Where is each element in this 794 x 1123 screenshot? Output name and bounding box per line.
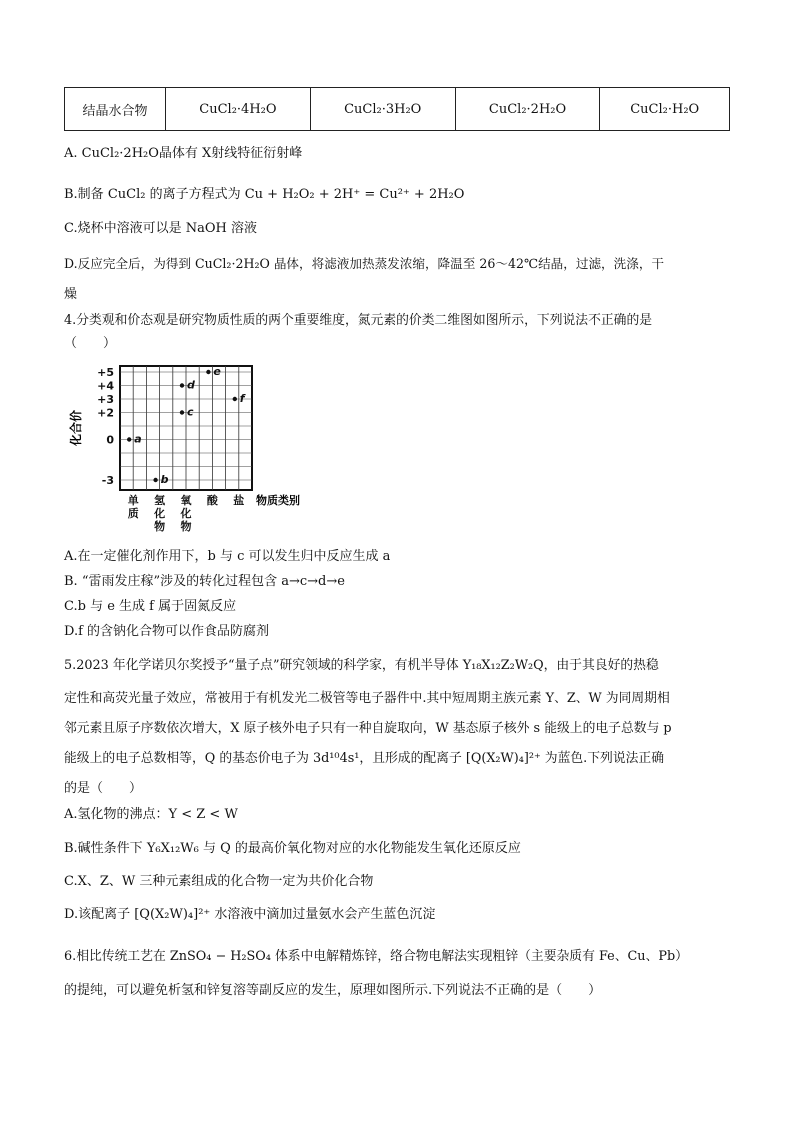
x-category-label: 质 [127, 507, 139, 520]
point-label-a: a [134, 432, 142, 446]
q4-option-d: D.f 的含钠化合物可以作食品防腐剂 [64, 624, 270, 639]
q5-stem-line1: 5.2023 年化学诺贝尔奖授予“量子点”研究领域的科学家，有机半导体 Y₁₈X₁₂Z₂W₂Q，由于其良好的热稳 [64, 658, 659, 673]
data-point-a [127, 437, 131, 441]
y-tick-label: +3 [97, 393, 114, 406]
q4-stem-blank: （ ） [64, 336, 117, 351]
q5-option-c: C.X、Z、W 三种元素组成的化合物一定为共价化合物 [64, 874, 374, 889]
y-tick-label: +5 [97, 366, 114, 379]
q3-option-d: D.反应完全后，为得到 CuCl₂·2H₂O 晶体，将滤液加热蒸发浓缩，降温至 26～42℃结晶，过滤，洗涤，干 [64, 256, 665, 271]
point-label-d: d [187, 378, 195, 392]
table-header-cell: 结晶水合物 [65, 88, 166, 131]
nitrogen-valence-chart [68, 358, 308, 542]
x-category-label: 氢 [154, 494, 166, 507]
y-tick-label: -3 [101, 474, 114, 487]
table-cell: CuCl₂·3H₂O [310, 88, 455, 131]
q5-option-d: D.该配离子 [Q(X₂W)₄]²⁺ 水溶液中滴加过量氨水会产生蓝色沉淀 [64, 907, 436, 922]
data-point-e [206, 370, 210, 374]
x-category-label: 氧 [180, 494, 192, 507]
q3-option-a: A. CuCl₂·2H₂O晶体有 X射线特征衍射峰 [64, 146, 303, 161]
table-cell: CuCl₂·H₂O [600, 88, 730, 131]
x-category-label: 盐 [233, 494, 245, 507]
x-category-label: 单 [127, 494, 139, 507]
y-tick-label: +2 [97, 406, 114, 420]
q4-stem: 4.分类观和价态观是研究物质性质的两个重要维度，氮元素的价类二维图如图所示，下列说法不正确的是 [64, 313, 653, 328]
y-tick-label: +4 [97, 379, 114, 393]
data-point-c [180, 410, 184, 414]
q5-option-b: B.碱性条件下 Y₆X₁₂W₆ 与 Q 的最高价氧化物对应的水化物能发生氧化还原反应 [64, 841, 521, 856]
q3-option-d-cont: 燥 [64, 287, 78, 302]
q6-stem-line1: 6.相比传统工艺在 ZnSO₄ − H₂SO₄ 体系中电解精炼锌，络合物电解法实现粗锌（主要杂质有 Fe、Cu、Pb） [64, 949, 688, 964]
data-point-d [180, 383, 184, 387]
x-category-label: 化 [154, 507, 166, 520]
chart-y-ticks [97, 366, 114, 487]
q5-stem-line4: 能级上的电子总数相等，Q 的基态价电子为 3d¹⁰4s¹，且形成的配离子 [Q(X₂W)₄]²⁺ 为蓝色.下列说法正确 [64, 751, 665, 766]
table-cell: CuCl₂·2H₂O [455, 88, 600, 131]
q4-option-c: C.b 与 e 生成 f 属于固氮反应 [64, 599, 237, 614]
y-tick-label: 0 [106, 433, 114, 447]
q5-stem-line3: 邻元素且原子序数依次增大，X 原子核外电子只有一种自旋取向，W 基态原子核外 s 能级上的电子总数与 p [64, 721, 672, 736]
q3-option-c: C.烧杯中溶液可以是 NaOH 溶液 [64, 221, 258, 236]
x-category-label: 酸 [206, 494, 218, 507]
data-point-f [233, 397, 237, 401]
point-label-f: f [239, 392, 245, 405]
point-label-e: e [213, 365, 221, 378]
chart-grid [120, 366, 252, 490]
x-category-label: 物 [180, 520, 192, 533]
q5-option-a: A.氢化物的沸点：Y < Z < W [64, 807, 238, 822]
q5-stem-line2: 定性和高荧光量子效应，常被用于有机发光二极管等电子器件中.其中短周期主族元素 Y、Z、W 为同周期相 [64, 691, 670, 706]
x-category-label: 化 [180, 507, 192, 520]
point-label-b: b [160, 473, 169, 486]
q6-stem-line2: 的提纯，可以避免析氢和锌复溶等副反应的发生，原理如图所示.下列说法不正确的是（ ） [64, 983, 602, 998]
chart-ylabel: 化合价 [69, 409, 83, 447]
data-point-b [153, 478, 157, 482]
q5-stem-line5: 的是（ ） [64, 781, 143, 796]
x-category-label: 物 [154, 520, 166, 533]
q4-option-a: A.在一定催化剂作用下，b 与 c 可以发生归中反应生成 a [64, 549, 391, 564]
q4-option-b: B. “雷雨发庄稼”涉及的转化过程包含 a→c→d→e [64, 574, 345, 589]
chart-xlabel: 物质类别 [256, 494, 300, 507]
table-cell: CuCl₂·4H₂O [166, 88, 311, 131]
table-row [65, 88, 730, 131]
hydrate-table [64, 87, 730, 131]
chart-x-categories [128, 493, 245, 533]
point-label-c: c [187, 405, 194, 419]
q3-option-b: B.制备 CuCl₂ 的离子方程式为 Cu + H₂O₂ + 2H⁺ = Cu²⁺ + 2H₂O [64, 187, 465, 202]
